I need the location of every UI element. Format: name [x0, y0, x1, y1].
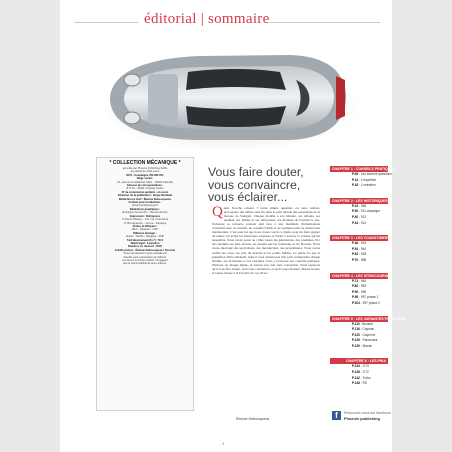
- facebook-icon: f: [332, 411, 341, 420]
- colophon-line: Suisse : Naville – Belgique : AMP: [125, 235, 165, 239]
- toc-separator: :: [359, 332, 363, 337]
- toc-entry[interactable]: [330, 344, 388, 350]
- toc-label: GT2: [362, 370, 369, 375]
- page-title: [144, 11, 270, 28]
- colophon-line: Directeur de la publication : Serge Rouhaud: [117, 194, 173, 198]
- toc-page: P.120: [352, 332, 360, 337]
- toc-label: L'expertise: [360, 177, 377, 182]
- toc-separator: :: [358, 252, 361, 257]
- colophon-line: Dépôt légal : à parution: [130, 241, 160, 245]
- toc-page: P.126: [352, 338, 360, 343]
- facebook-promo[interactable]: [328, 409, 394, 423]
- toc-separator: :: [358, 214, 361, 219]
- toc-label: Macan: [362, 343, 373, 348]
- chapter-block: [330, 273, 392, 307]
- toc-label: Cayman: [362, 327, 375, 332]
- colophon-line: Adresse de correspondance :: [126, 184, 164, 188]
- toc-separator: :: [359, 327, 363, 332]
- toc-separator: :: [358, 284, 361, 289]
- toc-separator: :: [359, 338, 363, 343]
- editorial-signature: Étienne Deboosquens: [236, 417, 270, 421]
- toc-separator: :: [359, 343, 363, 348]
- toc-page: P.110: [352, 321, 360, 326]
- toc-page: P.138: [352, 370, 360, 375]
- colophon-line: au capital de 1000 euros: [130, 170, 160, 174]
- title-sommaire: sommaire: [208, 11, 270, 27]
- colophon-box: [96, 157, 194, 411]
- title-separator: |: [200, 11, 204, 27]
- toc-label: Boxster: [362, 321, 374, 326]
- toc-separator: :: [358, 246, 361, 251]
- chapter-title: CHAPITRE 5 : LES VARIANTES POUR TOUS: [332, 316, 406, 321]
- toc-separator: :: [359, 321, 363, 326]
- headline-line: Vous faire douter,: [208, 165, 304, 179]
- toc-label: 997 phase 1: [360, 295, 379, 300]
- toc-label: 914: [360, 220, 367, 225]
- chapter-block: [330, 198, 388, 226]
- toc-separator: :: [359, 300, 363, 305]
- toc-separator: :: [358, 220, 361, 225]
- colophon-line: Siège social :: [136, 177, 154, 181]
- porsche-top-view-photo: [90, 40, 352, 155]
- toc-label: 928: [360, 252, 367, 257]
- drop-cap: Q: [212, 204, 223, 220]
- colophon-line: Ventes et diffusion :: [132, 224, 158, 228]
- colophon-line: Les textes et photos publiés n'engagent: [122, 258, 168, 262]
- toc-separator: :: [358, 241, 361, 246]
- colophon-line: Toute reproduction même partielle est: [123, 252, 167, 256]
- toc-label: 993: [360, 284, 367, 289]
- colophon-line: interdite sans autorisation de l'éditeur.: [123, 255, 167, 259]
- colophon-line: Impression : Rotimpress: [129, 214, 161, 218]
- toc-separator: :: [358, 183, 361, 188]
- toc-page: P.24: [352, 203, 359, 208]
- toc-separator: :: [358, 177, 361, 182]
- toc-label: 944: [360, 246, 367, 251]
- colophon-line: Diffusion étranger :: [133, 231, 157, 235]
- toc-page: P.54: [352, 246, 359, 251]
- toc-entry[interactable]: [330, 221, 388, 227]
- toc-page: P.90: [352, 289, 359, 294]
- toc-label: 911 classique: [360, 209, 381, 214]
- toc-label: 924: [360, 241, 367, 246]
- editorial-body-text: uels Porsche acheter ? Cette simple question, en toute rentrée, provoquera des débats sans fin dans le petit monde des passionnés de la marque de Stuttgart. Chaque modèle a son histoire, ses défauts, ses qualités, ses fidèles et ses détracteurs. Au moment de franchir le pas, l'acheteur se retrouve souvent seul face à une multitude d'informations contradictoires, de forums, de conseils d'amis et de vendeurs plus ou moins bien intentionnés. C'est pour lui que nous avons conçu ce guide, pour lui faire gagner du temps, lui éviter les mauvaises surprises et l'aider à trouver la voiture qui lui ressemble. Nous avons passé au crible toutes les générations, des premières 911 aux modèles les plus récents, en passant par les transaxles et les Boxster. Nous avons interrogé des spécialistes, des mécaniciens, des propriétaires. Nous avons vérifié les cotes, les prix du marché et les points faibles. Ce guide n'a pas la prétention d'être exhaustif, mais il vous donnera les clés pour comprendre chaque modèle, ses évolutions et ses variantes. Vous y trouverez nos conseils pratiques, l'histoire de chaque lignée, et surtout nos avis sans concession. Nous espérons qu'il vous fera douter, qu'il vous convaincra, et qu'il vous éclairera. Bonne lecture et bonne chasse à la Porsche de vos rêves !: [212, 206, 320, 275]
- toc-label: GT3: [362, 364, 369, 369]
- toc-separator: :: [358, 257, 361, 262]
- toc-entry[interactable]: [330, 183, 388, 189]
- toc-page: P.104: [352, 300, 360, 305]
- colophon-line: Numéros en réassort : NAP: [128, 245, 162, 249]
- toc-separator: :: [359, 370, 363, 375]
- magazine-page: [60, 0, 406, 452]
- colophon-line: Rédactions graphiques :: [129, 207, 161, 211]
- toc-separator: :: [358, 203, 361, 208]
- toc-separator: :: [358, 209, 361, 214]
- toc-separator: :: [358, 295, 361, 300]
- colophon-line: RCS : Compiègne 789 393 671: [126, 173, 164, 177]
- toc-separator: :: [358, 172, 361, 176]
- colophon-line: 17181 Aiguaviva – Girona – Espagne: [123, 221, 167, 225]
- toc-page: P.130: [352, 343, 360, 348]
- toc-page: P.48: [352, 241, 359, 246]
- colophon-line: est édité par Phoenix Publishing SARL: [122, 167, 168, 170]
- chapter-block: [330, 166, 395, 189]
- toc-label: RS: [362, 381, 368, 386]
- colophon-line: Rodolphe Conversion – Bernard Drioux: [122, 211, 168, 215]
- toc-page: P.134: [352, 364, 360, 369]
- toc-page: P.14: [352, 177, 359, 182]
- chapter-title: CHAPITRE 3 : LES YOUNGTIMERS: [332, 236, 390, 241]
- colophon-lines: [97, 167, 193, 266]
- colophon-line: phoenixpub@orange.fr: [131, 204, 159, 208]
- toc-page: P.74: [352, 278, 359, 283]
- chapter-block: [330, 316, 406, 350]
- facebook-line1: Retrouvez-nous sur facebook: [344, 411, 391, 415]
- toc-label: 912: [360, 214, 367, 219]
- colophon-line: Rédaction en chef : Étienne Deboosquens: [119, 197, 171, 201]
- header-rule-left: [74, 22, 138, 23]
- chapter-title: CHAPITRE 1 : CONSEILS PRATIQUES: [332, 167, 395, 171]
- toc-label: 996: [360, 289, 367, 294]
- colophon-line: Tarif abonnement (6 n°) : 50 €: [126, 238, 164, 242]
- toc-label: 997 phase 2: [362, 300, 381, 305]
- toc-separator: :: [359, 381, 363, 386]
- toc-separator: :: [359, 364, 363, 369]
- table-of-contents: [330, 166, 406, 396]
- chapter-title: CHAPITRE 6 : LES PIKA: [330, 358, 388, 364]
- page-header: [60, 8, 392, 32]
- editorial-body: [212, 206, 320, 414]
- headline-line: vous convaincre,: [208, 177, 301, 192]
- toc-page: P.06: [352, 172, 359, 176]
- chapter-block: [330, 358, 388, 386]
- toc-page: P.30: [352, 209, 359, 214]
- toc-page: P.44: [352, 220, 359, 225]
- toc-page: P.142: [352, 375, 360, 380]
- page-number: - 3 -: [220, 442, 227, 446]
- header-rule-right: [270, 22, 380, 23]
- toc-page: P.18: [352, 183, 359, 188]
- toc-page: P.82: [352, 284, 359, 289]
- toc-label: 968: [360, 257, 367, 262]
- chapter-title: CHAPITRE 2 : LES HISTORIQUES: [332, 198, 388, 203]
- toc-page: P.146: [352, 381, 360, 386]
- toc-label: Les bonnes questions: [360, 172, 392, 176]
- toc-label: Panamera: [362, 338, 378, 343]
- toc-page: P.40: [352, 214, 359, 219]
- toc-entry[interactable]: [330, 258, 388, 264]
- colophon-line: C/ Pla de l'Estany – Pol. Ind. Casa Nova: [121, 218, 169, 222]
- toc-separator: :: [358, 289, 361, 294]
- colophon-line: 23, avenue du Maréchal Joffre – 60500 Chantilly: [117, 180, 173, 184]
- headline-line: vous éclairer...: [208, 190, 288, 204]
- colophon-line: Contact pour la rédaction :: [128, 201, 162, 205]
- colophon-line: B.P. 60 – 60011 Chantilly Cedex: [126, 187, 164, 191]
- colophon-line: Crédits photos : Étienne Deboosquens / Porsche: [114, 248, 176, 252]
- colophon-line: MLP – Réassort : NAP: [131, 228, 159, 232]
- toc-separator: :: [359, 375, 363, 380]
- toc-label: Turbo: [362, 375, 371, 380]
- title-editorial: éditorial: [144, 11, 197, 27]
- toc-entry[interactable]: [330, 301, 388, 307]
- colophon-line: N° de commission paritaire : en cours: [121, 190, 169, 194]
- toc-entry[interactable]: [330, 381, 388, 387]
- toc-page: P.98: [352, 295, 359, 300]
- toc-label: Cayenne: [362, 332, 376, 337]
- facebook-line2: Phoenix publishing: [344, 416, 380, 421]
- toc-page: P.70: [352, 257, 359, 262]
- colophon-title: * COLLECTION MÉCANIQUE *: [109, 160, 181, 166]
- editorial-headline: [208, 166, 338, 204]
- toc-separator: :: [358, 278, 361, 283]
- chapter-block: [330, 235, 388, 263]
- toc-label: L'entretien: [360, 183, 376, 188]
- colophon-line: que la responsabilité de leurs auteurs.: [123, 262, 167, 266]
- toc-label: 964: [360, 278, 367, 283]
- toc-page: P.116: [352, 327, 360, 332]
- chapter-title: CHAPITRE 4 : LES SITNOCOURSES: [332, 273, 392, 278]
- toc-page: P.62: [352, 252, 359, 257]
- toc-label: 356: [360, 203, 367, 208]
